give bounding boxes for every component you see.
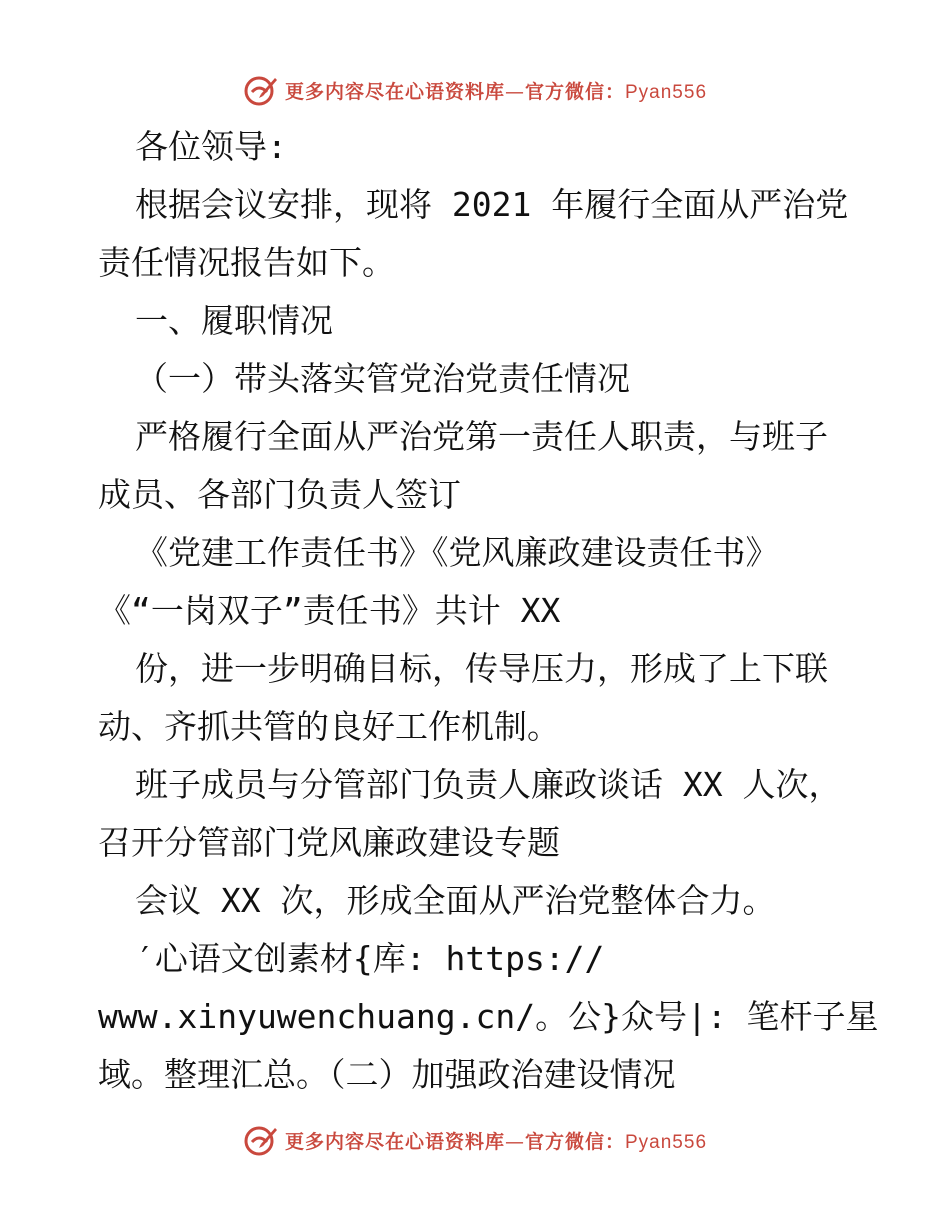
- footer-watermark-banner: [0, 1120, 950, 1160]
- paragraph-line: 份，进一步明确目标，传导压力，形成了上下联: [135, 649, 828, 688]
- paragraph-line: 责任情况报告如下。: [98, 243, 395, 282]
- banner-dash: —: [504, 1130, 525, 1153]
- paragraph-line: 会议 XX 次，形成全面从严治党整体合力。: [135, 881, 776, 920]
- subsection-heading: （一）带头落实管党治党责任情况: [135, 359, 630, 398]
- banner-text: [285, 77, 707, 104]
- banner-wechat-handle: Pyan556: [625, 1131, 708, 1153]
- paragraph-line: 成员、各部门负责人签订: [98, 475, 461, 514]
- banner-official-label: 官方微信：: [524, 1130, 625, 1153]
- salutation-line: 各位领导:: [135, 127, 287, 166]
- section-heading: 一、履职情况: [135, 301, 333, 340]
- banner-official-label: 官方微信：: [524, 80, 625, 103]
- banner-main-text: 更多内容尽在心语资料库: [284, 80, 505, 103]
- pen-logo-icon: [243, 1122, 279, 1158]
- banner-text: [285, 1127, 707, 1154]
- paragraph-line: 《“一岗双子”责任书》共计 XX: [98, 591, 561, 630]
- pen-logo-icon: [243, 72, 279, 108]
- banner-main-text: 更多内容尽在心语资料库: [284, 1130, 505, 1153]
- paragraph-line: 《党建工作责任书》《党风廉政建设责任书》: [135, 533, 779, 572]
- banner-wechat-handle: Pyan556: [625, 81, 708, 103]
- header-watermark-banner: [0, 70, 950, 110]
- banner-dash: —: [504, 80, 525, 103]
- document-body: [98, 118, 879, 1104]
- subsection-heading-line: 域。整理汇总。（二）加强政治建设情况: [98, 1055, 676, 1094]
- paragraph-line: 召开分管部门党风廉政建设专题: [98, 823, 560, 862]
- paragraph-line: ′心语文创素材{库: https://: [135, 939, 605, 978]
- paragraph-line: 严格履行全面从严治党第一责任人职责，与班子: [135, 417, 828, 456]
- paragraph-line: 动、齐抓共管的良好工作机制。: [98, 707, 560, 746]
- paragraph-line: 班子成员与分管部门负责人廉政谈话 XX 人次，: [135, 765, 842, 804]
- paragraph-line: 根据会议安排，现将 2021 年履行全面从严治党: [135, 185, 849, 224]
- paragraph-line: www.xinyuwenchuang.cn/。公}众号|: 笔杆子星: [98, 997, 879, 1036]
